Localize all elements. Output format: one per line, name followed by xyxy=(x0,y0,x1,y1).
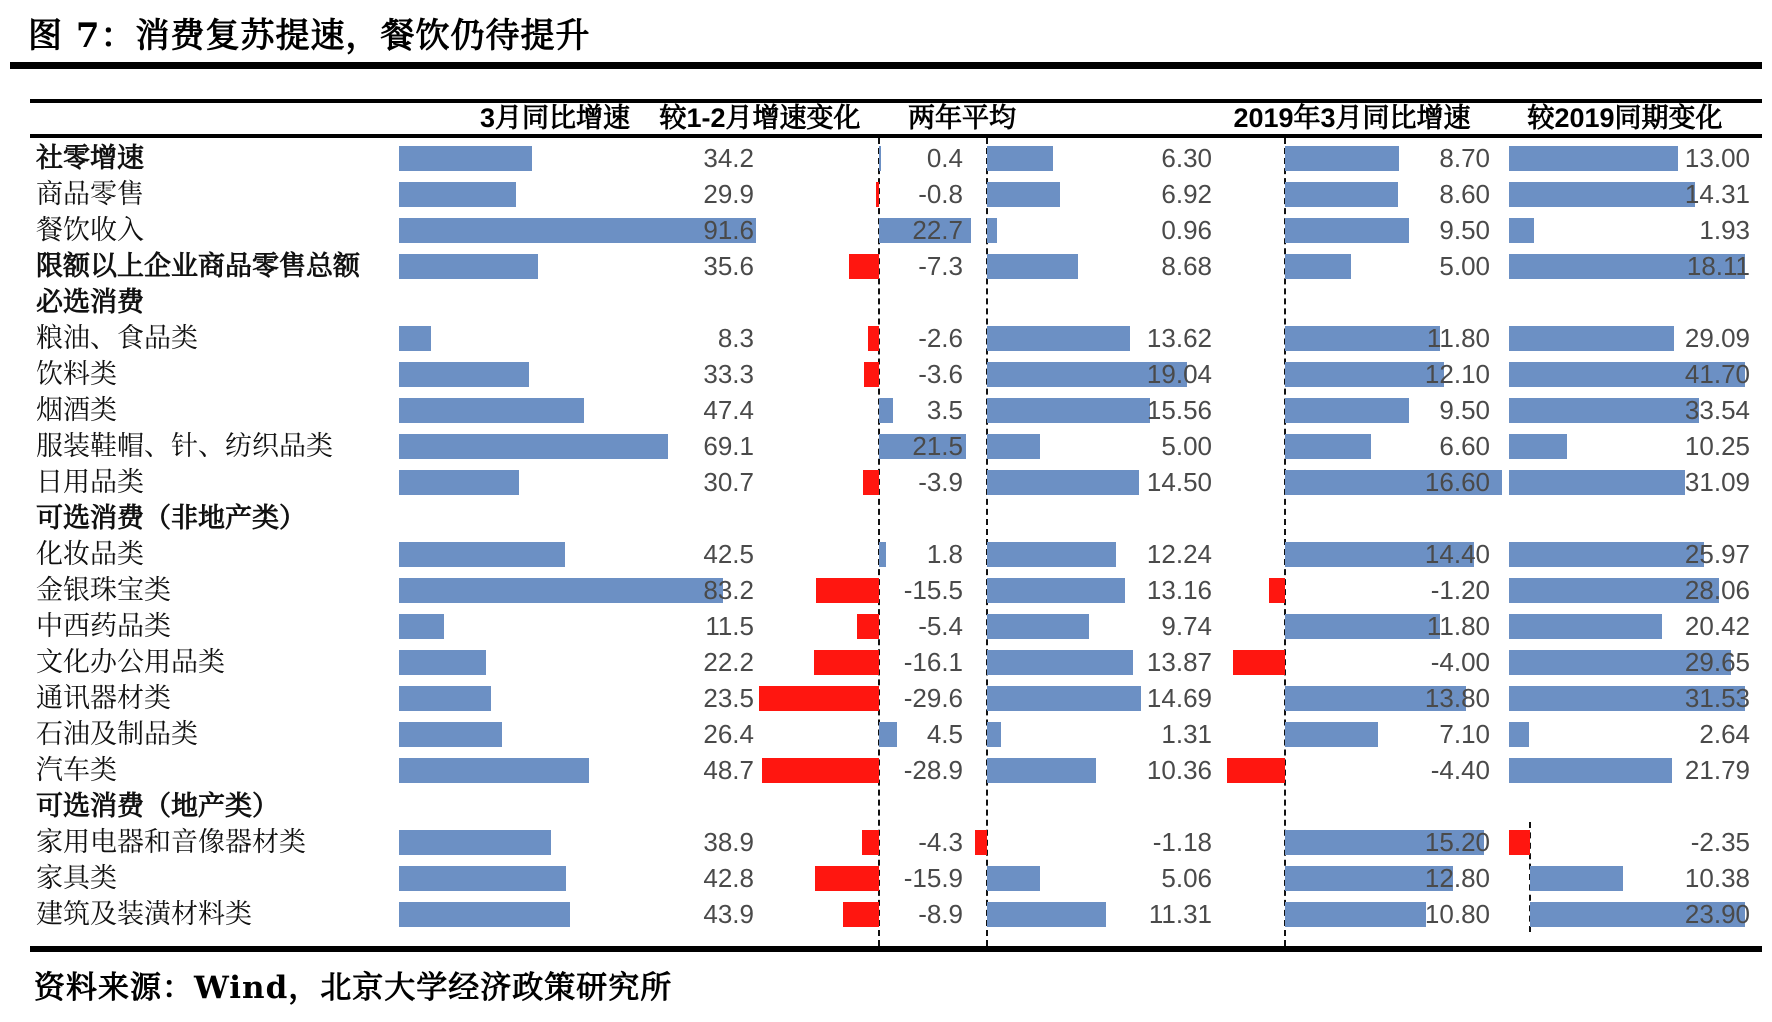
data-bar xyxy=(399,686,491,711)
value-label: 47.4 xyxy=(703,395,754,425)
value-label: 30.7 xyxy=(703,467,754,497)
row-label: 金银珠宝类 xyxy=(36,575,171,605)
value-label: -28.9 xyxy=(903,755,963,785)
value-label: 21.5 xyxy=(912,431,963,461)
row-label: 化妆品类 xyxy=(36,539,144,569)
value-label: 41.70 xyxy=(1684,359,1750,389)
data-bar xyxy=(987,866,1040,891)
value-label: 12.24 xyxy=(1146,539,1212,569)
value-label: 33.54 xyxy=(1684,395,1750,425)
value-label: 10.38 xyxy=(1684,863,1750,893)
data-bar xyxy=(399,758,589,783)
value-label: 21.79 xyxy=(1684,755,1750,785)
data-bar xyxy=(1233,650,1285,675)
data-bar xyxy=(399,146,532,171)
value-label: 15.20 xyxy=(1424,827,1490,857)
value-label: 1.31 xyxy=(1161,719,1212,749)
value-label: -4.3 xyxy=(918,827,963,857)
value-label: -2.6 xyxy=(918,323,963,353)
row-label: 限额以上企业商品零售总额 xyxy=(36,251,360,281)
section-header: 必选消费 xyxy=(36,287,144,317)
data-bar xyxy=(399,830,551,855)
value-label: 2.64 xyxy=(1699,719,1750,749)
value-label: 9.74 xyxy=(1161,611,1212,641)
value-label: 5.00 xyxy=(1439,251,1490,281)
value-label: 1.93 xyxy=(1699,215,1750,245)
value-label: 13.62 xyxy=(1146,323,1212,353)
value-label: -29.6 xyxy=(903,683,963,713)
data-bar xyxy=(987,182,1060,207)
section-header: 可选消费（地产类） xyxy=(36,791,279,821)
value-label: 13.16 xyxy=(1146,575,1212,605)
value-label: 8.60 xyxy=(1439,179,1490,209)
value-label: 14.31 xyxy=(1684,179,1750,209)
value-label: 19.04 xyxy=(1146,359,1212,389)
data-bar xyxy=(1285,254,1351,279)
value-label: 13.00 xyxy=(1684,143,1750,173)
row-label: 粮油、食品类 xyxy=(36,323,198,353)
value-label: 8.3 xyxy=(717,323,754,353)
row-label: 家具类 xyxy=(36,863,117,893)
value-label: 38.9 xyxy=(703,827,754,857)
value-label: 91.6 xyxy=(703,215,754,245)
value-label: 5.00 xyxy=(1161,431,1212,461)
value-label: -7.3 xyxy=(918,251,963,281)
data-bar xyxy=(399,398,584,423)
data-bar xyxy=(399,722,502,747)
value-label: 33.3 xyxy=(703,359,754,389)
data-bar xyxy=(1509,830,1530,855)
value-label: 10.25 xyxy=(1684,431,1750,461)
value-label: 18.11 xyxy=(1686,251,1750,281)
figure-title: 图 7：消费复苏提速，餐饮仍待提升 xyxy=(28,16,591,56)
data-bar xyxy=(399,326,431,351)
row-label: 石油及制品类 xyxy=(36,719,198,749)
data-bar xyxy=(987,146,1053,171)
value-label: 69.1 xyxy=(703,431,754,461)
value-label: 83.2 xyxy=(703,575,754,605)
value-label: 43.9 xyxy=(703,899,754,929)
value-label: -4.40 xyxy=(1430,755,1490,785)
value-label: 7.10 xyxy=(1439,719,1490,749)
column-header-1: 3月同比增速 xyxy=(479,103,631,133)
table-bottom-border xyxy=(30,946,1762,952)
value-label: 0.4 xyxy=(926,143,963,173)
value-label: 3.5 xyxy=(926,395,963,425)
row-label: 建筑及装潢材料类 xyxy=(36,899,252,929)
row-label: 烟酒类 xyxy=(36,395,117,425)
value-label: 28.06 xyxy=(1684,575,1750,605)
data-bar xyxy=(987,254,1078,279)
data-bar xyxy=(1269,578,1285,603)
value-label: 31.53 xyxy=(1684,683,1750,713)
data-bar xyxy=(399,614,444,639)
row-label: 日用品类 xyxy=(36,467,144,497)
value-label: 23.90 xyxy=(1684,899,1750,929)
value-label: 9.50 xyxy=(1439,215,1490,245)
title-divider xyxy=(10,62,1762,69)
data-bar xyxy=(987,434,1040,459)
value-label: 6.92 xyxy=(1161,179,1212,209)
value-label: 14.69 xyxy=(1146,683,1212,713)
value-label: 11.80 xyxy=(1426,611,1490,641)
value-label: 15.56 xyxy=(1146,395,1212,425)
value-label: 10.36 xyxy=(1146,755,1212,785)
value-label: 8.70 xyxy=(1439,143,1490,173)
row-label: 文化办公用品类 xyxy=(36,647,225,677)
data-bar xyxy=(1509,722,1529,747)
row-label: 饮料类 xyxy=(36,359,117,389)
value-label: 22.2 xyxy=(703,647,754,677)
row-label: 汽车类 xyxy=(36,755,117,785)
value-label: 10.80 xyxy=(1424,899,1490,929)
data-bar xyxy=(399,362,529,387)
row-label: 通讯器材类 xyxy=(36,683,171,713)
value-label: 11.80 xyxy=(1426,323,1490,353)
data-bar xyxy=(399,254,538,279)
value-label: 14.50 xyxy=(1146,467,1212,497)
value-label: -4.00 xyxy=(1430,647,1490,677)
value-label: 14.40 xyxy=(1424,539,1490,569)
value-label: -16.1 xyxy=(903,647,963,677)
value-label: 13.80 xyxy=(1424,683,1490,713)
row-label: 餐饮收入 xyxy=(36,215,144,245)
data-bar xyxy=(399,650,486,675)
value-label: 48.7 xyxy=(703,755,754,785)
value-label: 29.9 xyxy=(703,179,754,209)
value-label: -1.20 xyxy=(1430,575,1490,605)
value-label: -5.4 xyxy=(918,611,963,641)
data-bar xyxy=(1509,218,1534,243)
value-label: 29.65 xyxy=(1684,647,1750,677)
value-label: -0.8 xyxy=(918,179,963,209)
value-label: 6.30 xyxy=(1161,143,1212,173)
data-bar xyxy=(399,542,565,567)
column-header-4: 2019年3月同比增速 xyxy=(1233,103,1471,133)
value-label: 5.06 xyxy=(1161,863,1212,893)
figure-source: 资料来源：Wind，北京大学经济政策研究所 xyxy=(34,970,673,1006)
value-label: -3.6 xyxy=(918,359,963,389)
value-label: -15.9 xyxy=(903,863,963,893)
value-label: 16.60 xyxy=(1424,467,1490,497)
column-header-3: 两年平均 xyxy=(908,103,1016,133)
column-header-5: 较2019同期变化 xyxy=(1527,103,1723,133)
value-label: 13.87 xyxy=(1146,647,1212,677)
column-header-2: 较1-2月增速变化 xyxy=(659,103,861,133)
row-label: 中西药品类 xyxy=(36,611,171,641)
data-bar xyxy=(987,218,997,243)
value-label: 22.7 xyxy=(912,215,963,245)
value-label: -3.9 xyxy=(918,467,963,497)
value-label: -1.18 xyxy=(1152,827,1212,857)
row-label: 家用电器和音像器材类 xyxy=(36,827,306,857)
value-label: 20.42 xyxy=(1684,611,1750,641)
data-bar xyxy=(1509,434,1567,459)
value-label: 12.10 xyxy=(1424,359,1490,389)
data-bar xyxy=(975,830,987,855)
value-label: 11.5 xyxy=(705,611,754,641)
value-label: 35.6 xyxy=(703,251,754,281)
data-bar xyxy=(399,902,570,927)
row-label: 商品零售 xyxy=(36,179,144,209)
data-bar xyxy=(1227,758,1285,783)
value-label: -2.35 xyxy=(1690,827,1750,857)
value-label: 42.5 xyxy=(703,539,754,569)
value-label: 11.31 xyxy=(1148,899,1212,929)
value-label: 6.60 xyxy=(1439,431,1490,461)
data-bar xyxy=(399,866,566,891)
value-label: 23.5 xyxy=(703,683,754,713)
value-label: 25.97 xyxy=(1684,539,1750,569)
section-header: 可选消费（非地产类） xyxy=(36,503,306,533)
value-label: 4.5 xyxy=(926,719,963,749)
header-underline xyxy=(30,134,1762,138)
value-label: 8.68 xyxy=(1161,251,1212,281)
value-label: 1.8 xyxy=(926,539,963,569)
value-label: 31.09 xyxy=(1684,467,1750,497)
row-label: 社零增速 xyxy=(36,143,144,173)
value-label: 9.50 xyxy=(1439,395,1490,425)
value-label: 12.80 xyxy=(1424,863,1490,893)
value-label: -8.9 xyxy=(918,899,963,929)
value-label: 34.2 xyxy=(703,143,754,173)
value-label: -15.5 xyxy=(903,575,963,605)
value-label: 0.96 xyxy=(1161,215,1212,245)
value-label: 26.4 xyxy=(703,719,754,749)
data-bar xyxy=(987,722,1001,747)
data-bar xyxy=(399,182,516,207)
data-bar xyxy=(399,470,519,495)
value-label: 29.09 xyxy=(1684,323,1750,353)
value-label: 42.8 xyxy=(703,863,754,893)
row-label: 服装鞋帽、针、纺织品类 xyxy=(36,431,333,461)
